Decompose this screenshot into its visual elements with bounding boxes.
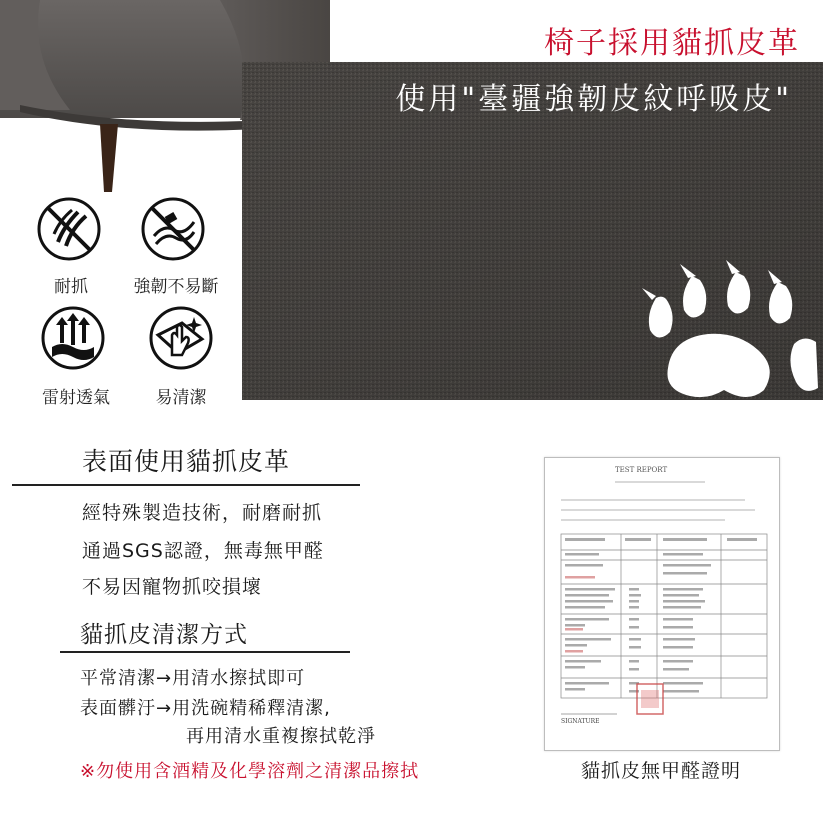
easy-clean-icon bbox=[148, 305, 214, 371]
feature-label: 強韌不易斷 bbox=[133, 277, 219, 297]
feature-label: 易清潔 bbox=[155, 388, 207, 408]
feature-label: 耐抓 bbox=[54, 277, 88, 297]
cleaning-line: 再用清水重複擦拭乾淨 bbox=[186, 726, 376, 747]
feature-scratch-resistant bbox=[36, 196, 106, 297]
surface-line: 通過SGS認證，無毒無甲醛 bbox=[82, 540, 324, 562]
cleaning-heading: 貓抓皮清潔方式 bbox=[80, 622, 248, 648]
feature-breathable bbox=[36, 305, 116, 408]
tear-resistant-icon bbox=[140, 196, 206, 262]
warning-note: ※勿使用含酒精及化學溶劑之清潔品擦拭 bbox=[80, 761, 420, 782]
report-title: TEST REPORT bbox=[615, 466, 668, 474]
page-title: 椅子採用貓抓皮革 bbox=[544, 26, 800, 61]
test-report-image bbox=[544, 457, 780, 751]
material-subtitle: 使用"臺疆強韌皮紋呼吸皮" bbox=[395, 82, 792, 117]
report-header-lines bbox=[545, 458, 779, 750]
cleaning-line: 平常清潔→用清水擦拭即可 bbox=[80, 668, 306, 689]
cleaning-line: 表面髒汙→用洗碗精稀釋清潔, bbox=[80, 698, 331, 719]
divider bbox=[12, 484, 360, 486]
surface-line: 不易因寵物抓咬損壞 bbox=[82, 576, 263, 598]
divider bbox=[60, 651, 350, 653]
report-caption: 貓抓皮無甲醛證明 bbox=[580, 760, 741, 782]
feature-tear-resistant bbox=[126, 196, 226, 297]
feature-easy-clean bbox=[144, 305, 218, 408]
scratch-resistant-icon bbox=[36, 196, 102, 262]
report-signature-label: SIGNATURE bbox=[561, 718, 600, 725]
surface-heading: 表面使用貓抓皮革 bbox=[82, 447, 291, 476]
surface-line: 經特殊製造技術，耐磨耐抓 bbox=[82, 502, 323, 524]
breathable-icon bbox=[40, 305, 106, 371]
paw-print-icon bbox=[628, 258, 818, 400]
feature-label: 雷射透氣 bbox=[42, 388, 110, 408]
